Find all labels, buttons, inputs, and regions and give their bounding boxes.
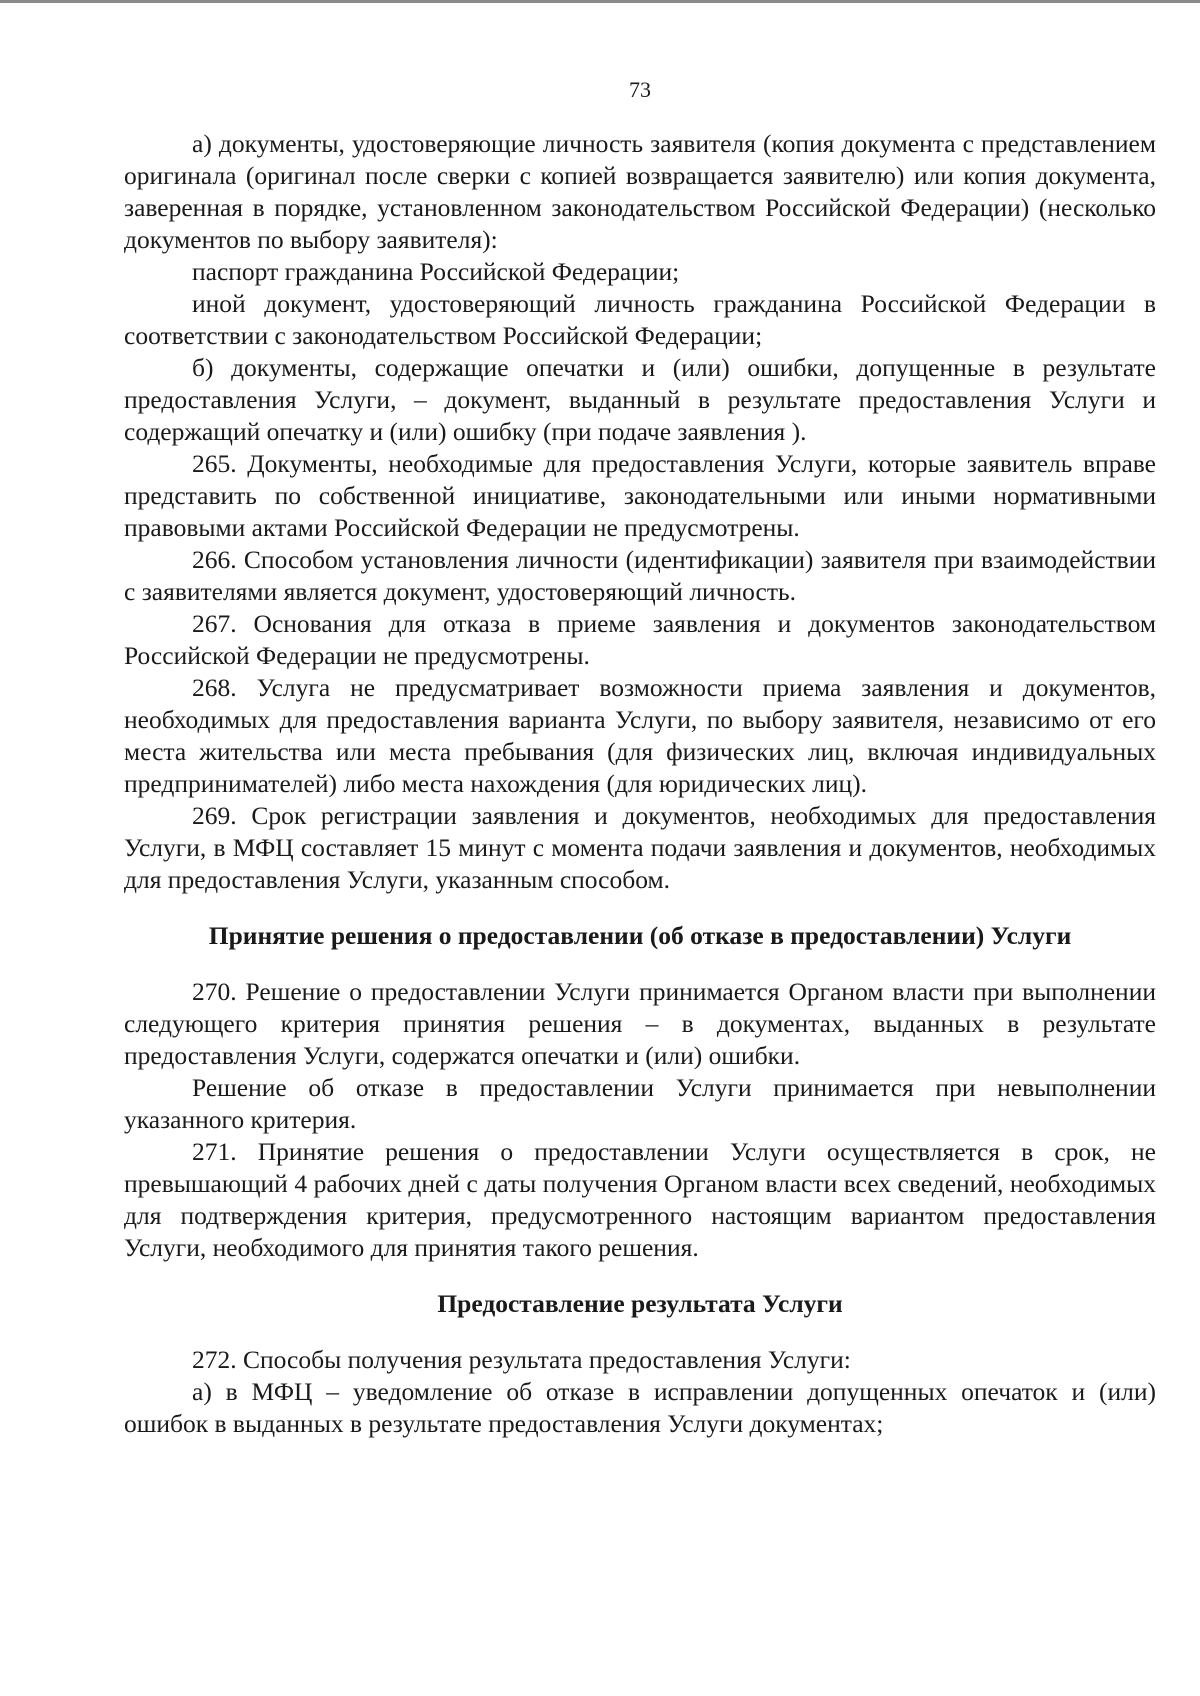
- paragraph-265: 265. Документы, необходимые для предоставления Услуги, которые заявитель вправе представить по собственной инициативе, законодательными или иными нормативными правовыми актами Российской Федерации не предусмотрены.: [124, 449, 1156, 542]
- section-heading-result: Предоставление результата Услуги: [437, 1289, 843, 1318]
- paragraph-267: 267. Основания для отказа в приеме заявления и документов законодательством Российской Федерации не предусмотрены.: [124, 609, 1156, 670]
- paragraph-other-identity-document: иной документ, удостоверяющий личность гражданина Российской Федерации в соответствии с законодательством Российской Федерации;: [124, 289, 1156, 350]
- paragraph-268: 268. Услуга не предусматривает возможности приема заявления и документов, необходимых для предоставления варианта Услуги, по выбору заявителя, независимо от его места жительства или места пребывания (для физических лиц, включая индивидуальных предпринимателей) либо места нахождения (для юридических лиц).: [124, 673, 1156, 798]
- paragraph-270: 270. Решение о предоставлении Услуги принимается Органом власти при выполнении следующего критерия принятия решения – в документах, выданных в результате предоставления Услуги, содержатся опечатки и (или) ошибки.: [124, 977, 1156, 1070]
- section-heading-decision: Принятие решения о предоставлении (об отказе в предоставлении) Услуги: [208, 921, 1072, 950]
- document-page: [124, 76, 1156, 1440]
- paragraph-passport: паспорт гражданина Российской Федерации;: [192, 257, 680, 286]
- page-top-edge: [0, 0, 1200, 3]
- paragraph-refusal-decision: Решение об отказе в предоставлении Услуги принимается при невыполнении указанного критерия.: [124, 1073, 1156, 1134]
- paragraph-272: 272. Способы получения результата предоставления Услуги:: [192, 1345, 851, 1374]
- page-number: 73: [629, 77, 651, 102]
- paragraph-271: 271. Принятие решения о предоставлении Услуги осуществляется в срок, не превышающий 4 рабочих дней с даты получения Органом власти всех сведений, необходимых для подтверждения критерия, предусмотренного настоящим вариантом предоставления Услуги, необходимого для принятия такого решения.: [124, 1137, 1156, 1262]
- paragraph-266: 266. Способом установления личности (идентификации) заявителя при взаимодействии с заявителями является документ, удостоверяющий личность.: [124, 545, 1156, 606]
- paragraph-identity-documents: а) документы, удостоверяющие личность заявителя (копия документа с представлением оригинала (оригинал после сверки с копией возвращается заявителю) или копия документа, заверенная в порядке, установленном законодательством Российской Федерации) (несколько документов по выбору заявителя):: [124, 129, 1156, 254]
- paragraph-documents-with-errors: б) документы, содержащие опечатки и (или) ошибки, допущенные в результате предоставления Услуги, – документ, выданный в результате предоставления Услуги и содержащий опечатку и (или) ошибку (при подаче заявления ).: [124, 353, 1156, 446]
- paragraph-269: 269. Срок регистрации заявления и документов, необходимых для предоставления Услуги, в МФЦ составляет 15 минут с момента подачи заявления и документов, необходимых для предоставления Услуги, указанным способом.: [124, 801, 1156, 894]
- paragraph-mfc-notification: а) в МФЦ – уведомление об отказе в исправлении допущенных опечаток и (или) ошибок в выданных в результате предоставления Услуги документах;: [124, 1377, 1156, 1438]
